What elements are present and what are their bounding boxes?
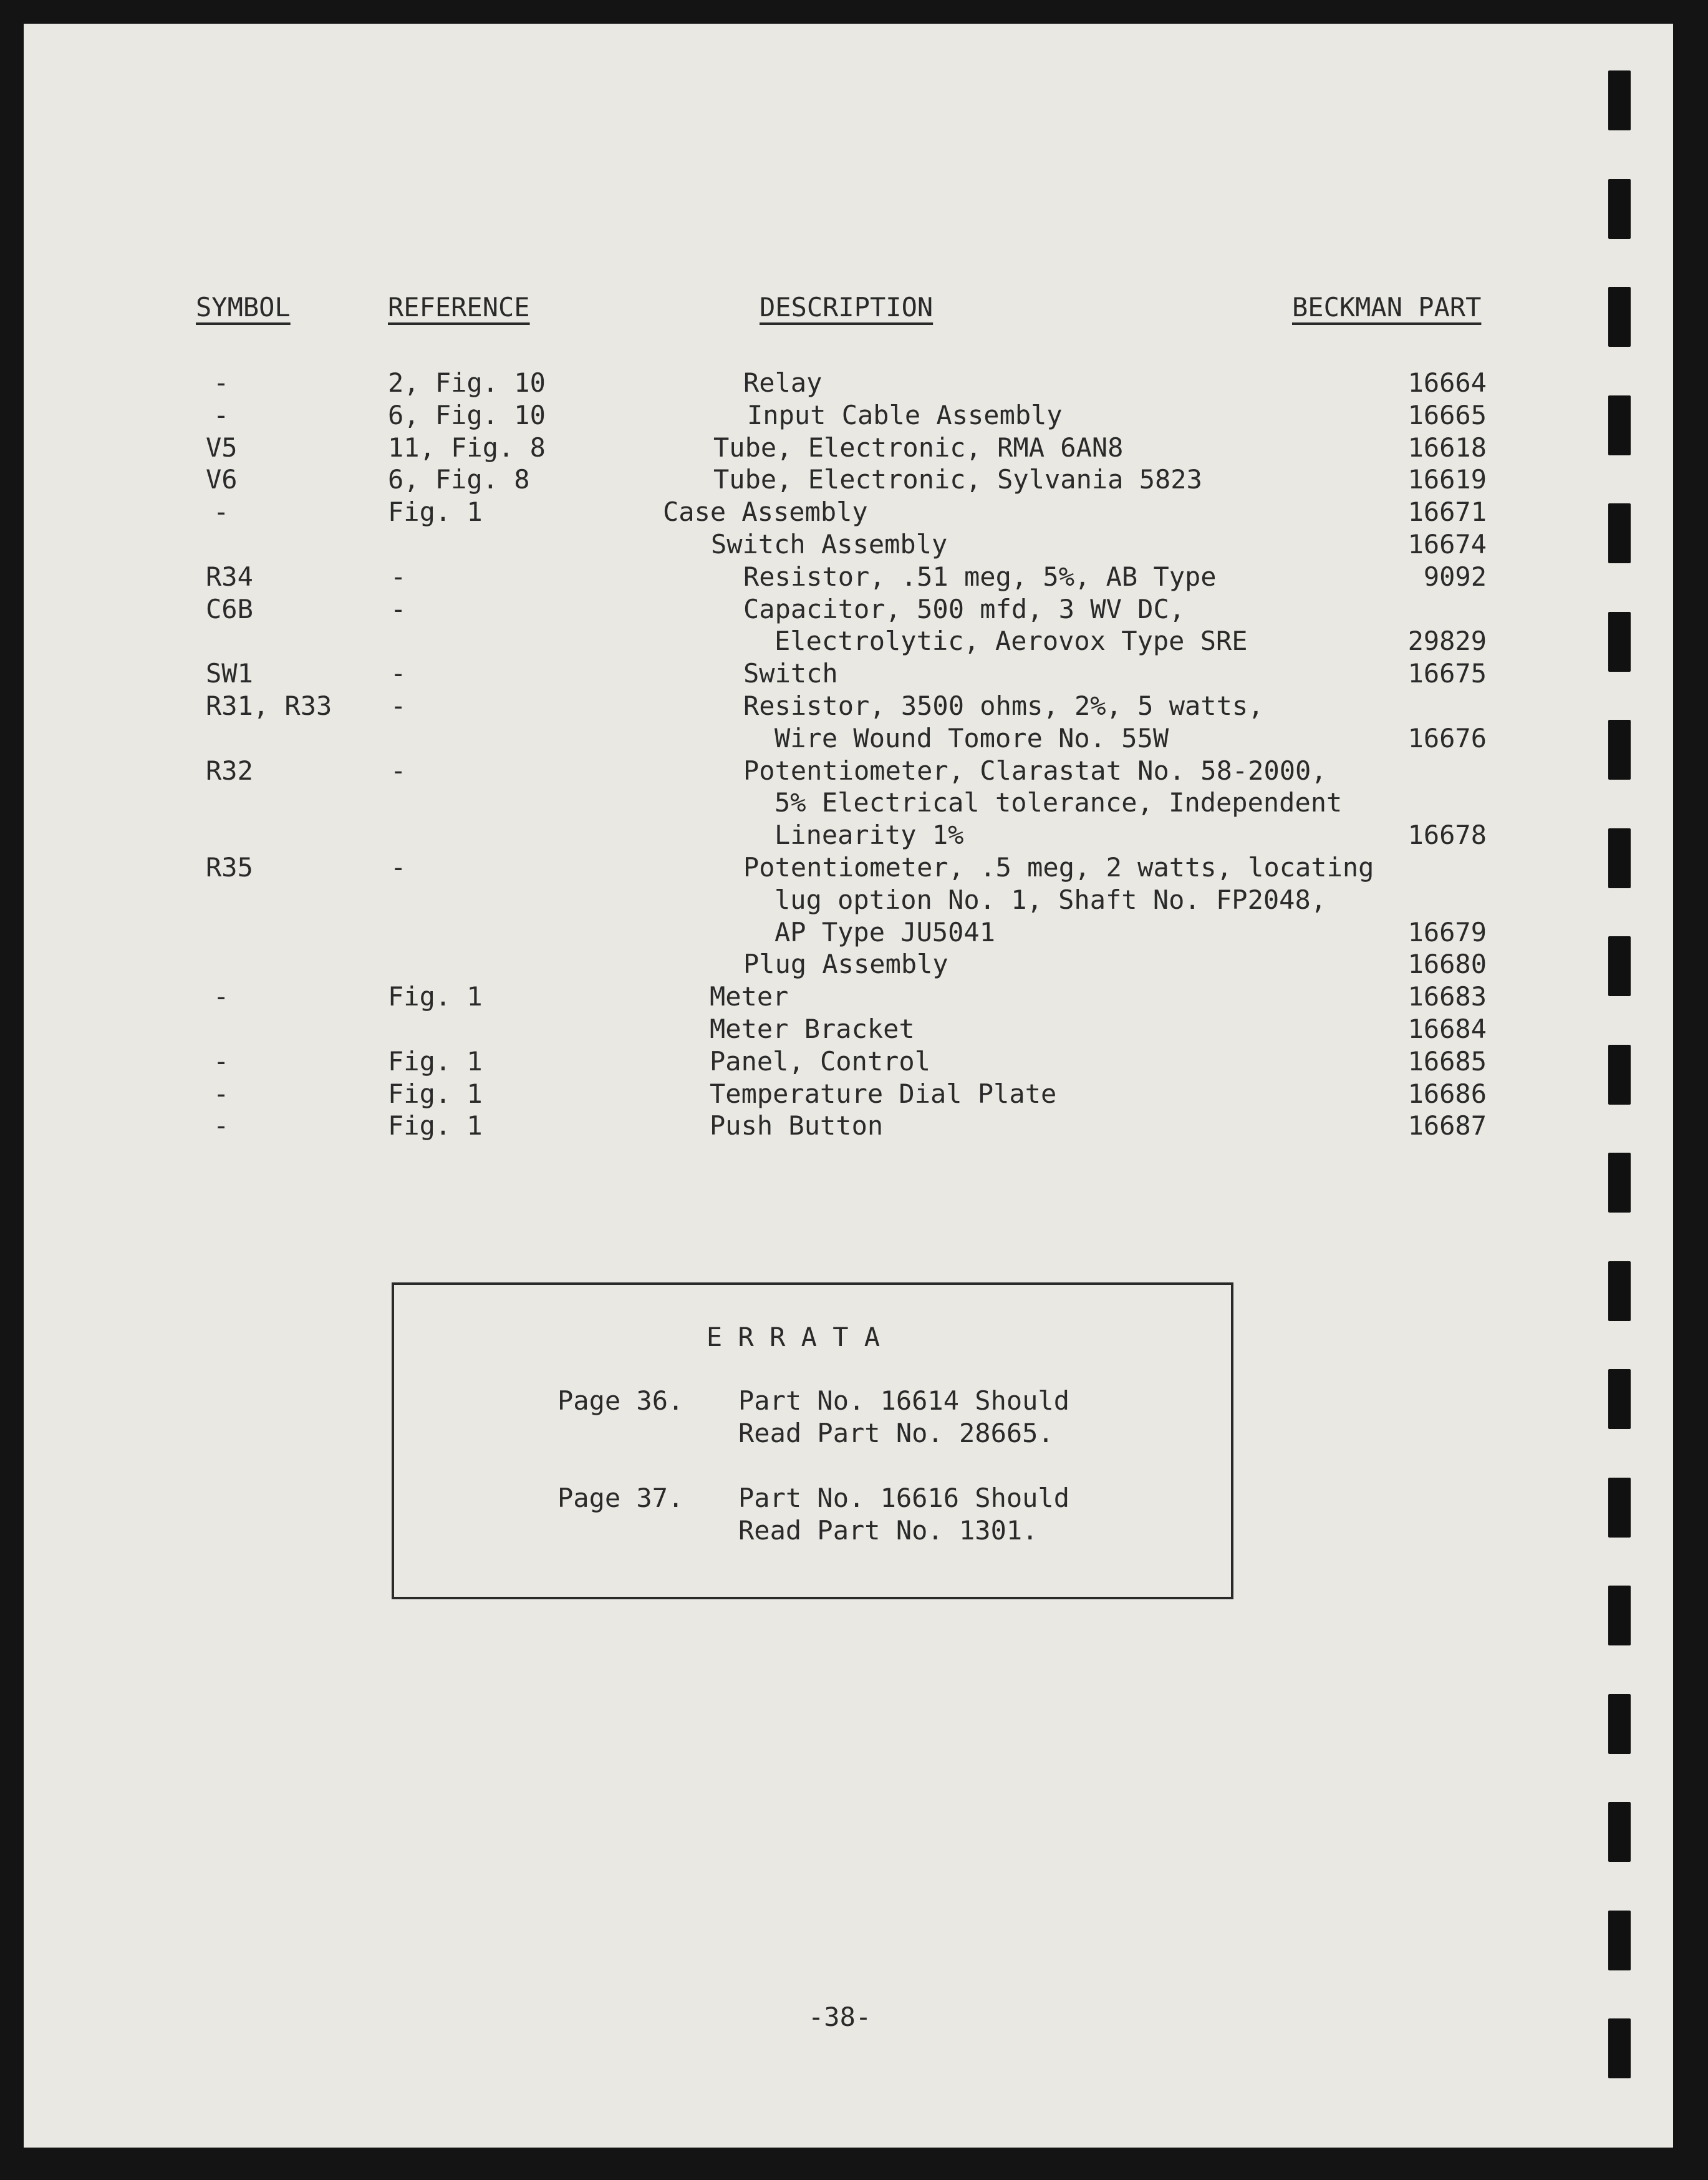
row-reference: 6, Fig. 8: [388, 464, 530, 495]
header-description: DESCRIPTION: [760, 292, 934, 322]
table-row: [24, 496, 1673, 528]
binding-hole: [1608, 1261, 1631, 1321]
row-part-number: 16665: [1407, 399, 1487, 430]
table-row: [24, 690, 1673, 722]
row-symbol: V5: [206, 432, 238, 463]
row-part-number: 16687: [1407, 1110, 1487, 1141]
row-symbol: -: [213, 1110, 229, 1141]
row-part-number: 16683: [1407, 981, 1487, 1012]
row-description: Electrolytic, Aerovox Type SRE: [774, 626, 1248, 657]
row-part-number: 16675: [1407, 658, 1487, 689]
row-description: Plug Assembly: [743, 949, 948, 980]
row-part-number: 16619: [1407, 464, 1487, 495]
binding-hole: [1608, 1911, 1631, 1970]
row-part-number: 16686: [1407, 1078, 1487, 1109]
errata-entry-1-page: Page 36.: [557, 1385, 684, 1416]
table-row: [24, 1045, 1673, 1078]
binding-hole: [1608, 395, 1631, 455]
table-row: [24, 948, 1673, 981]
row-description: Resistor, 3500 ohms, 2%, 5 watts,: [743, 690, 1264, 721]
table-row: [24, 981, 1673, 1013]
row-part-number: 16664: [1407, 367, 1487, 398]
row-description: Capacitor, 500 mfd, 3 WV DC,: [743, 593, 1185, 624]
table-row: [24, 561, 1673, 593]
row-part-number: 16679: [1407, 916, 1487, 947]
row-reference: 6, Fig. 10: [388, 399, 546, 430]
row-description: lug option No. 1, Shaft No. FP2048,: [774, 884, 1327, 915]
row-part-number: 29829: [1407, 626, 1487, 657]
binding-hole: [1608, 1694, 1631, 1754]
header-symbol: SYMBOL: [196, 292, 291, 322]
binding-hole: [1608, 2018, 1631, 2078]
table-row: [24, 528, 1673, 561]
binding-hole: [1608, 720, 1631, 780]
row-part-number: 16618: [1407, 432, 1487, 463]
errata-title: E R R A T A: [706, 1322, 881, 1352]
table-row: [24, 432, 1673, 464]
row-reference: 11, Fig. 8: [388, 432, 546, 463]
table-row: [24, 851, 1673, 884]
row-part-number: 16678: [1407, 820, 1487, 851]
row-part-number: 16685: [1407, 1045, 1487, 1077]
table-row: [24, 399, 1673, 432]
table-row: [24, 787, 1673, 819]
row-description: Resistor, .51 meg, 5%, AB Type: [743, 561, 1217, 592]
row-symbol: R31, R33: [206, 690, 332, 721]
row-symbol: -: [213, 497, 229, 528]
row-description: Push Button: [710, 1110, 884, 1141]
row-symbol: V6: [206, 464, 238, 495]
table-row: [24, 593, 1673, 626]
errata-entry-1-line1: Part No. 16614 Should: [738, 1385, 1070, 1416]
binding-hole: [1608, 179, 1631, 239]
row-part-number: 16674: [1407, 529, 1487, 560]
row-description: Potentiometer, .5 meg, 2 watts, locating: [743, 852, 1374, 883]
table-row: [24, 625, 1673, 657]
row-reference: Fig. 1: [388, 497, 483, 528]
row-description: Tube, Electronic, Sylvania 5823: [713, 464, 1202, 495]
binding-hole: [1608, 1586, 1631, 1645]
row-part-number: 16680: [1407, 949, 1487, 980]
errata-entry-1-line2: Read Part No. 28665.: [738, 1418, 1054, 1448]
row-symbol: R35: [206, 852, 253, 883]
row-symbol: -: [213, 1078, 229, 1109]
table-row: [24, 916, 1673, 949]
row-description: Switch Assembly: [711, 529, 948, 560]
row-description: Meter Bracket: [710, 1014, 915, 1044]
row-reference: -: [390, 852, 407, 883]
row-reference: Fig. 1: [388, 1110, 483, 1141]
row-description: Linearity 1%: [774, 820, 964, 851]
row-description: Tube, Electronic, RMA 6AN8: [713, 432, 1124, 463]
row-description: Input Cable Assembly: [747, 399, 1063, 430]
row-description: Panel, Control: [710, 1045, 931, 1077]
header-beckman-part: BECKMAN PART: [1292, 292, 1482, 322]
binding-hole: [1608, 612, 1631, 672]
errata-entry-2-page: Page 37.: [557, 1483, 684, 1513]
row-reference: Fig. 1: [388, 1078, 483, 1109]
binding-hole: [1608, 1153, 1631, 1213]
row-reference: -: [390, 561, 407, 592]
row-symbol: R32: [206, 755, 253, 786]
row-reference: -: [390, 755, 407, 786]
row-description: Case Assembly: [663, 497, 868, 528]
table-row: [24, 755, 1673, 787]
table-row: [24, 463, 1673, 496]
table-row: [24, 722, 1673, 755]
row-reference: 2, Fig. 10: [388, 367, 546, 398]
row-part-number: 16671: [1407, 497, 1487, 528]
row-part-number: 16684: [1407, 1014, 1487, 1044]
errata-entry-2-line2: Read Part No. 1301.: [738, 1515, 1038, 1546]
row-symbol: C6B: [206, 593, 253, 624]
binding-hole: [1608, 1045, 1631, 1105]
errata-entry-2-line1: Part No. 16616 Should: [738, 1483, 1070, 1513]
row-description: Wire Wound Tomore No. 55W: [774, 722, 1169, 753]
parts-list: [24, 24, 1673, 1209]
row-reference: Fig. 1: [388, 1045, 483, 1077]
binding-hole: [1608, 287, 1631, 347]
table-row: [24, 1078, 1673, 1110]
binding-hole: [1608, 828, 1631, 888]
header-reference: REFERENCE: [388, 292, 530, 322]
row-description: Potentiometer, Clarastat No. 58-2000,: [743, 755, 1327, 786]
row-description: Temperature Dial Plate: [710, 1078, 1057, 1109]
row-part-number: 16676: [1407, 722, 1487, 753]
row-reference: -: [390, 658, 407, 689]
document-page: [24, 24, 1673, 2148]
errata-box: [392, 1282, 1233, 1599]
row-description: Switch: [743, 658, 838, 689]
row-symbol: -: [213, 399, 229, 430]
binding-hole: [1608, 1802, 1631, 1862]
row-reference: -: [390, 690, 407, 721]
row-description: Meter: [710, 981, 789, 1012]
row-reference: Fig. 1: [388, 981, 483, 1012]
row-reference: -: [390, 593, 407, 624]
row-symbol: R34: [206, 561, 253, 592]
row-description: Relay: [743, 367, 823, 398]
row-symbol: -: [213, 981, 229, 1012]
page-number: -38-: [808, 2002, 872, 2032]
table-row: [24, 657, 1673, 690]
binding-hole: [1608, 1369, 1631, 1429]
table-row: [24, 1110, 1673, 1142]
row-symbol: -: [213, 1045, 229, 1077]
table-row: [24, 1013, 1673, 1045]
binding-hole: [1608, 503, 1631, 563]
row-part-number: 9092: [1423, 561, 1487, 592]
binding-hole: [1608, 936, 1631, 996]
row-symbol: -: [213, 367, 229, 398]
table-row: [24, 367, 1673, 399]
binding-hole: [1608, 1478, 1631, 1538]
row-description: AP Type JU5041: [774, 916, 996, 947]
table-row: [24, 884, 1673, 916]
row-description: 5% Electrical tolerance, Independent: [774, 787, 1343, 818]
table-row: [24, 819, 1673, 851]
binding-hole: [1608, 70, 1631, 130]
row-symbol: SW1: [206, 658, 253, 689]
